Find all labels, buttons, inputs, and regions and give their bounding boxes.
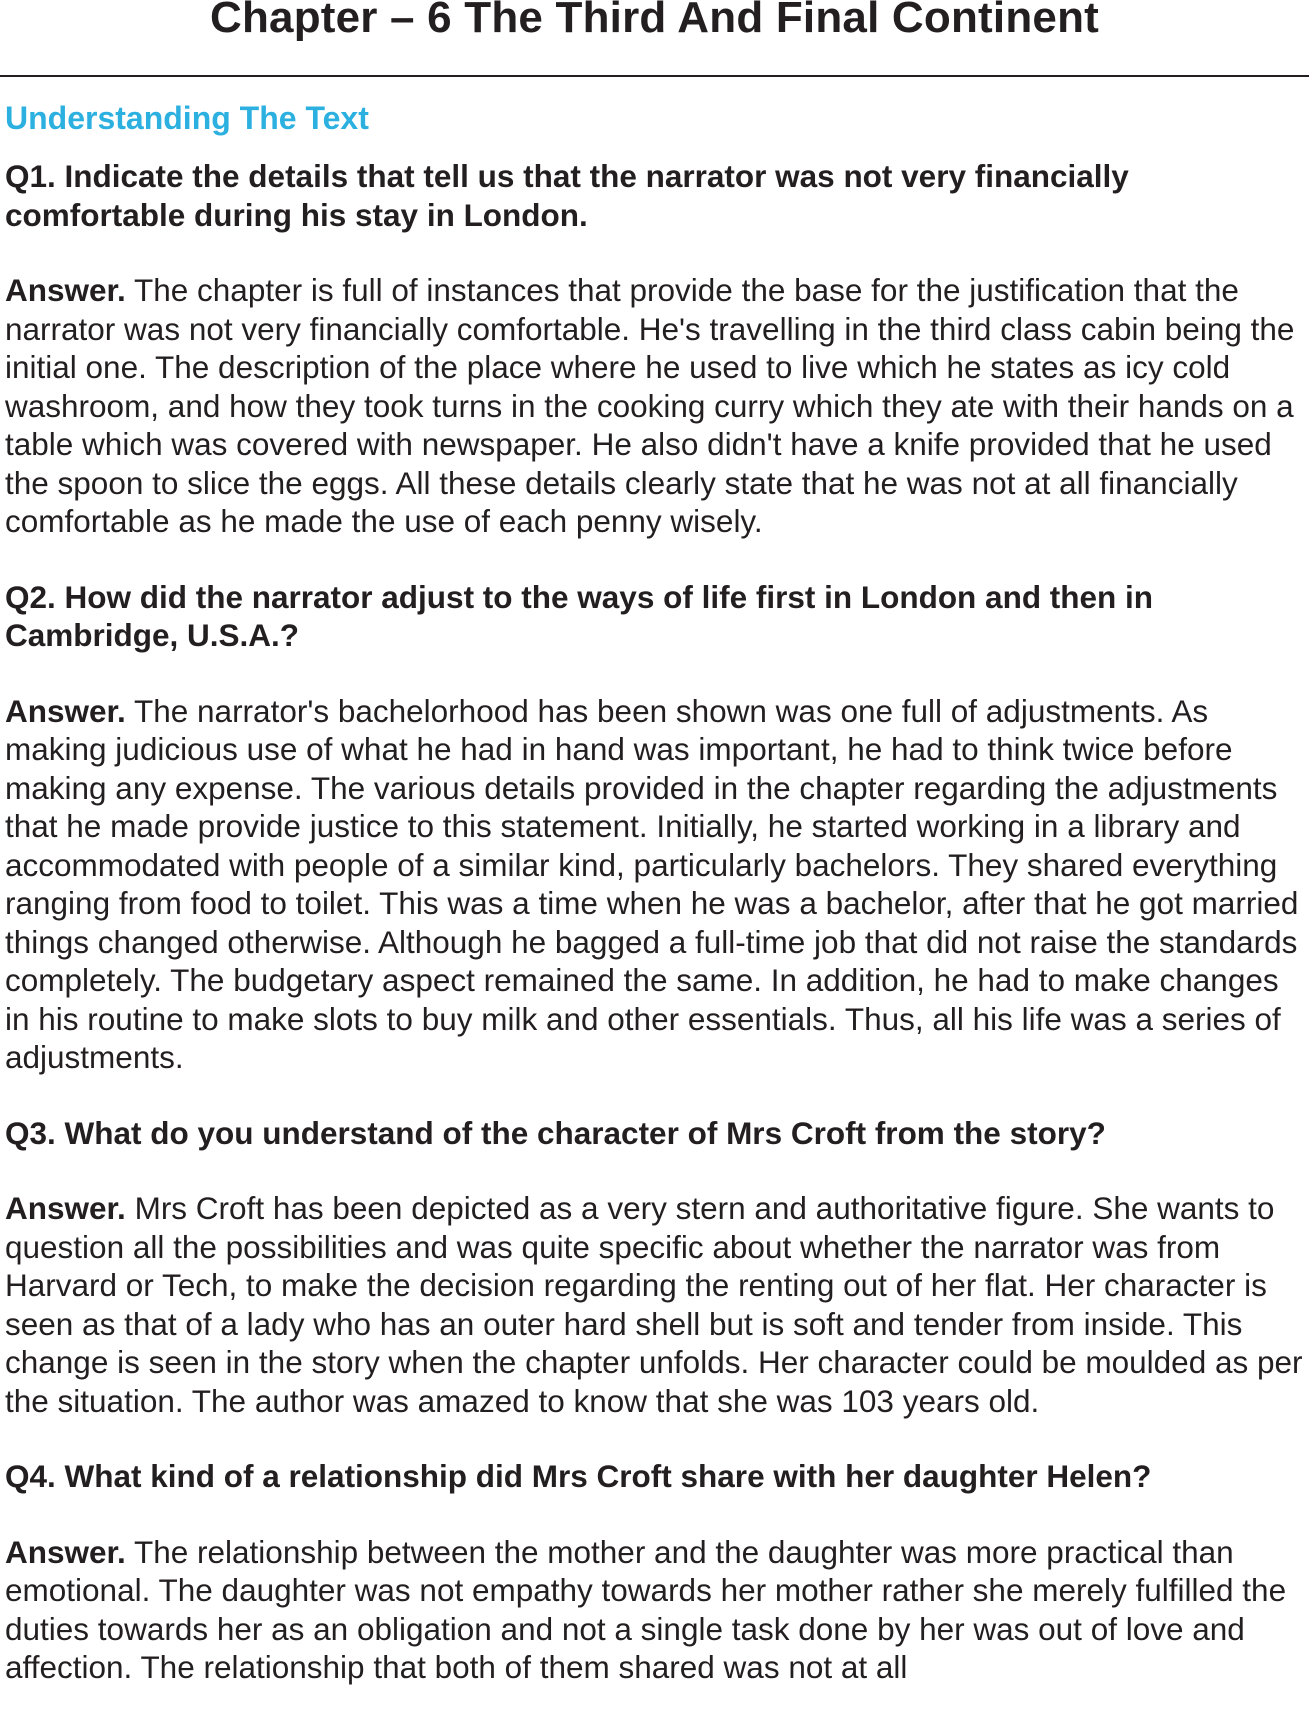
question-2: Q2. How did the narrator adjust to the ways of life first in London and then in Cambridge, U.S.A.? [5, 578, 1154, 653]
chapter-title: Chapter – 6 The Third And Final Continent [209, 0, 1100, 42]
answer-label: Answer. [5, 1533, 126, 1570]
answer-label: Answer. [5, 272, 126, 308]
title-divider [0, 75, 1309, 77]
question-4: Q4. What kind of a relationship did Mrs Croft share with her daughter Helen? [5, 1458, 1152, 1494]
answer-label: Answer. [5, 692, 126, 729]
answer-text: The narrator's bachelorhood has been shown was one full of adjustments. As making judicious use of what he had in hand was important, he had to think twice before making any expense. The various details provided in the chapter regarding the adjustments that he made provide justice to this statement. Initially, he started working in a library and accommodated with people of a similar kind, particularly bachelors. They shared everything ranging from food to toilet. This was a time when he was a bachelor, after that he got married things changed otherwise. Although he bagged a full-time job that did not raise the standards completely. The budgetary aspect remained the same. In addition, he had to make changes in his routine to make slots to buy milk and other essentials. Thus, all his life was a series of adjustments. [5, 692, 1299, 1075]
answer-text: The chapter is full of instances that provide the base for the justification that the narrator was not very financially comfortable. He's travelling in the third class cabin being the initial one. The description of the place where he used to live which he states as icy cold washroom, and how they took turns in the cooking curry which they ate with their hands on a table which was covered with newspaper. He also didn't have a knife provided that he used the spoon to slice the eggs. All these details clearly state that he was not at all financially comfortable as he made the use of each penny wisely. [5, 272, 1295, 539]
answer-1 [5, 271, 1305, 541]
answer-3 [5, 1189, 1305, 1420]
answer-text: Mrs Croft has been depicted as a very stern and authoritative figure. She wants to question all the possibilities and was quite specific about whether the narrator was from Harvard or Tech, to make the decision regarding the renting out of her flat. Her character is seen as that of a lady who has an outer hard shell but is soft and tender from inside. This change is seen in the story when the chapter unfolds. Her character could be moulded as per the situation. The author was amazed to know that she was 103 years old. [5, 1190, 1303, 1419]
section-heading: Understanding The Text [5, 100, 369, 136]
document-body [5, 97, 1305, 1724]
answer-4 [5, 1533, 1305, 1687]
question-1: Q1. Indicate the details that tell us that the narrator was not very financially comfortable during his stay in London. [5, 158, 1129, 233]
answer-2 [5, 692, 1305, 1077]
question-3: Q3. What do you understand of the character of Mrs Croft from the story? [5, 1114, 1106, 1151]
answer-text: The relationship between the mother and the daughter was more practical than emotional. The daughter was not empathy towards her mother rather she merely fulfilled the duties towards her as an obligation and not a single task done by her was out of love and affection. The relationship that both of them shared was not at all [5, 1533, 1287, 1685]
answer-label: Answer. [5, 1190, 126, 1226]
